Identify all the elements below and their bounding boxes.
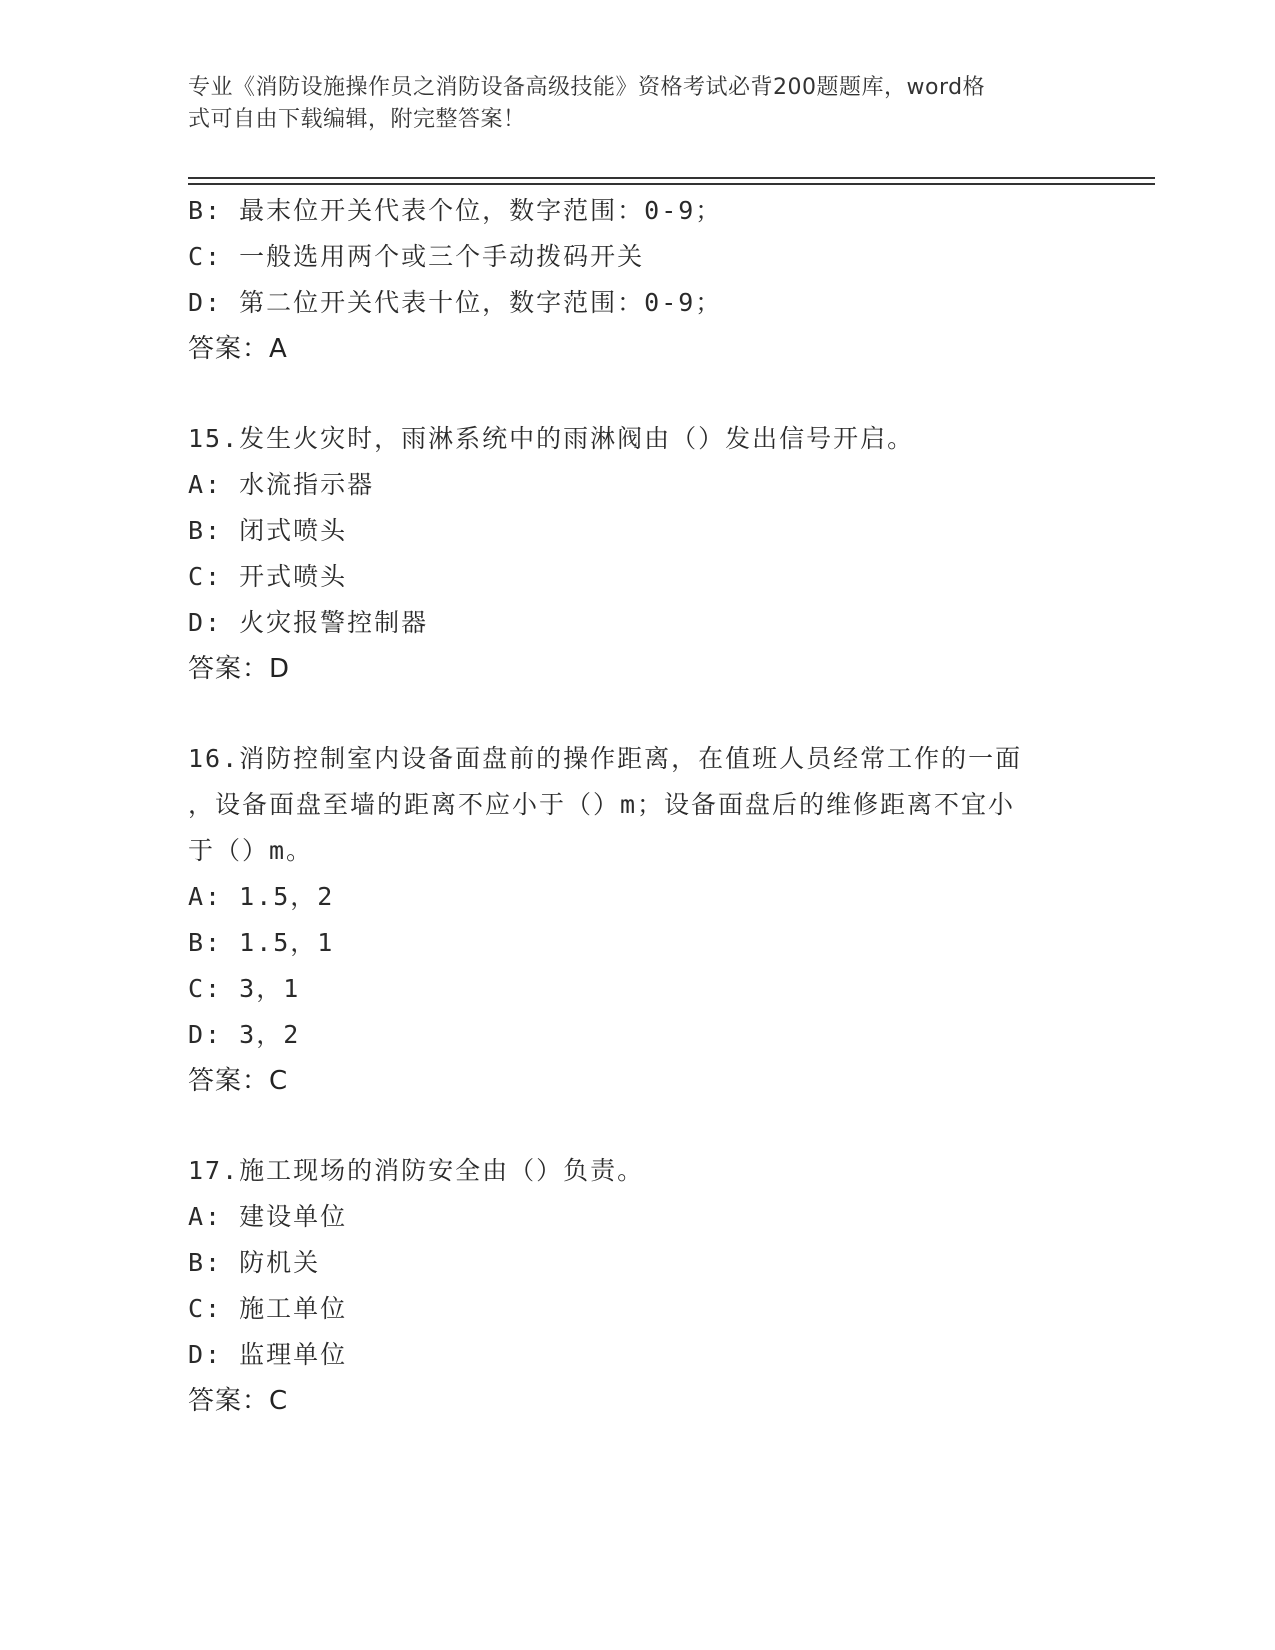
option-d: D: 监理单位 bbox=[188, 1340, 348, 1369]
question-text: 15.发生火灾时，雨淋系统中的雨淋阀由（）发出信号开启。 bbox=[188, 424, 915, 453]
option-d: D: 3，2 bbox=[188, 1020, 301, 1049]
option-d: D: 火灾报警控制器 bbox=[188, 608, 429, 637]
option-a: A: 建设单位 bbox=[188, 1202, 348, 1231]
answer-label: 答案：C bbox=[188, 1386, 289, 1416]
option-c: C: 3，1 bbox=[188, 974, 301, 1003]
question-17 bbox=[188, 1148, 1088, 1424]
answer-label: 答案：A bbox=[188, 334, 288, 364]
option-c: C: 施工单位 bbox=[188, 1294, 348, 1323]
question-spacer bbox=[188, 1104, 1088, 1148]
header-divider-bottom bbox=[188, 183, 1155, 185]
question-text: 17.施工现场的消防安全由（）负责。 bbox=[188, 1156, 645, 1185]
header-divider-top bbox=[188, 177, 1155, 179]
question-text-line-2: ，设备面盘至墙的距离不应小于（）m；设备面盘后的维修距离不宜小 bbox=[188, 790, 1016, 819]
option-a: A: 水流指示器 bbox=[188, 470, 375, 499]
answer-label: 答案：D bbox=[188, 654, 291, 684]
header-line-1: 专业《消防设施操作员之消防设备高级技能》资格考试必背200题题库，word格 bbox=[188, 75, 986, 100]
option-b: B: 闭式喷头 bbox=[188, 516, 348, 545]
option-a: A: 1.5，2 bbox=[188, 882, 335, 911]
option-b: B: 防机关 bbox=[188, 1248, 321, 1277]
question-spacer bbox=[188, 372, 1088, 416]
question-spacer bbox=[188, 692, 1088, 736]
header-line-2: 式可自由下载编辑，附完整答案！ bbox=[188, 107, 526, 132]
answer-label: 答案：C bbox=[188, 1066, 289, 1096]
option-c: C: 开式喷头 bbox=[188, 562, 348, 591]
option-b: B: 最末位开关代表个位，数字范围：0-9； bbox=[188, 196, 723, 225]
option-b: B: 1.5，1 bbox=[188, 928, 335, 957]
document-header bbox=[188, 72, 1068, 136]
question-16 bbox=[188, 736, 1088, 1104]
question-text-line-1: 16.消防控制室内设备面盘前的操作距离，在值班人员经常工作的一面 bbox=[188, 744, 1023, 773]
question-text-line-3: 于（）m。 bbox=[188, 836, 314, 865]
question-list bbox=[188, 188, 1088, 1424]
question-14-continuation bbox=[188, 188, 1088, 372]
option-d: D: 第二位开关代表十位，数字范围：0-9； bbox=[188, 288, 723, 317]
option-c: C: 一般选用两个或三个手动拨码开关 bbox=[188, 242, 645, 271]
question-15 bbox=[188, 416, 1088, 692]
